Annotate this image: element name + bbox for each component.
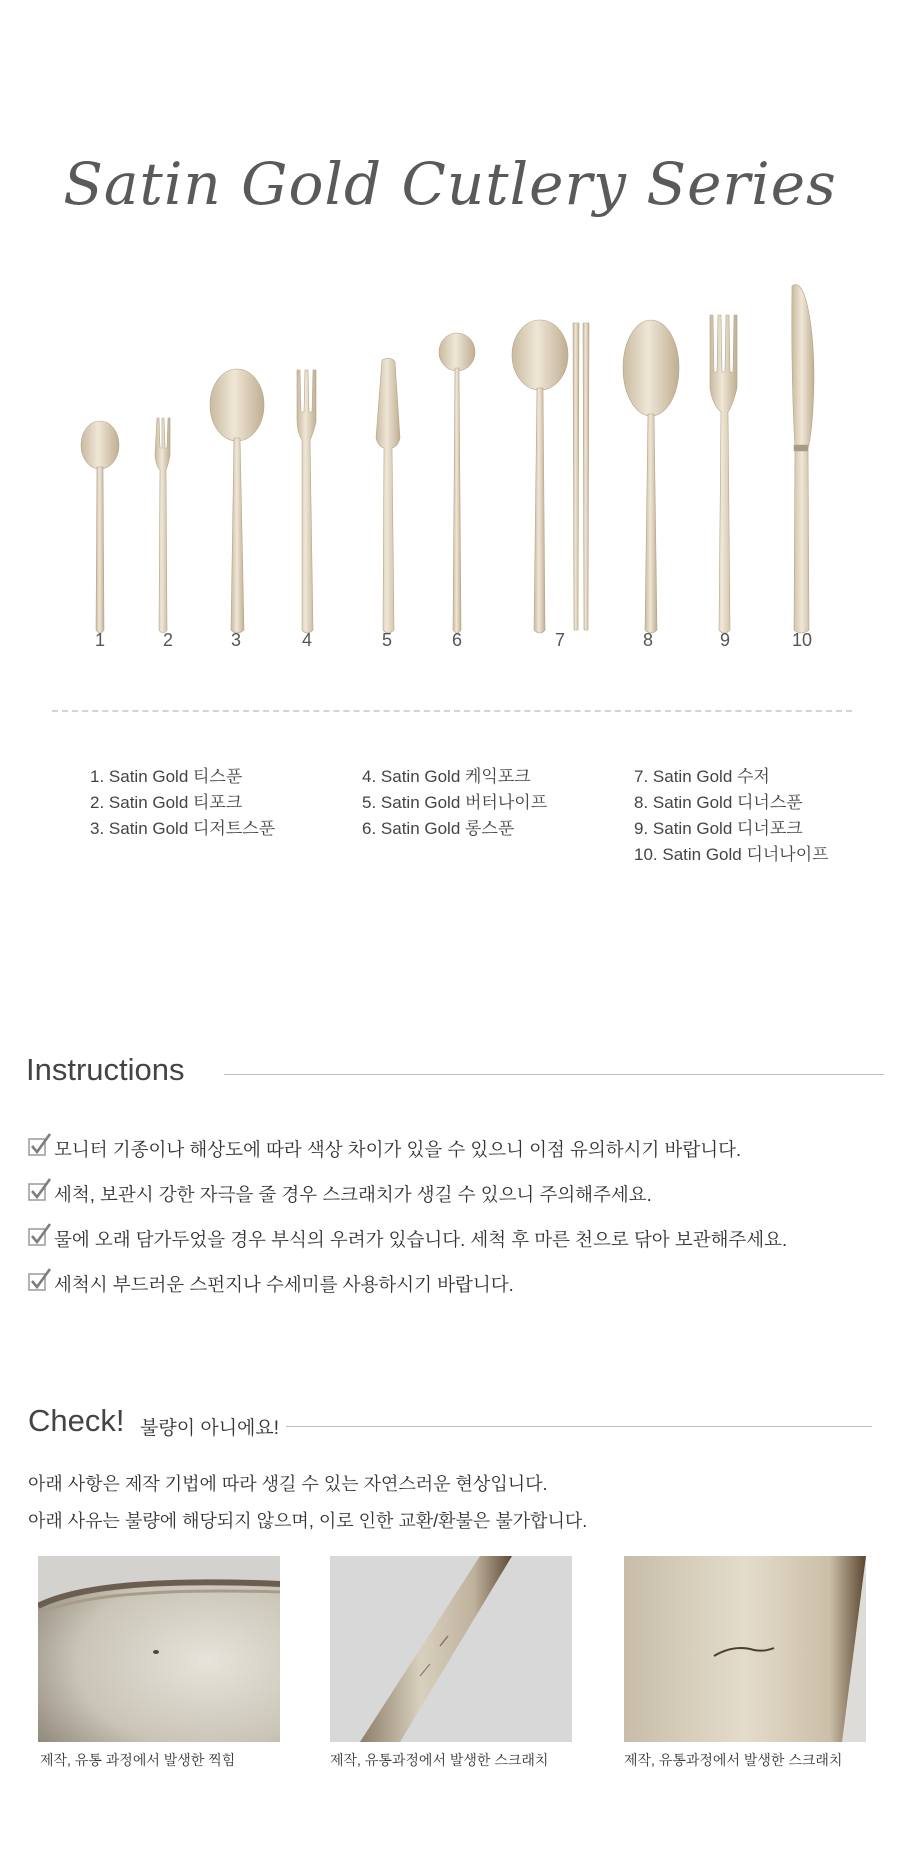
item-number: 6 <box>451 630 462 650</box>
check-divider <box>286 1426 872 1427</box>
dinner-fork-shape <box>710 315 737 633</box>
checkbox-icon <box>28 1222 52 1248</box>
check-description: 아래 사항은 제작 기법에 따라 생길 수 있는 자연스러운 현상입니다. <box>28 1474 548 1494</box>
dinner-spoon-shape <box>623 320 679 633</box>
list-item: 2. Satin Gold 티포크 <box>90 793 243 812</box>
list-item: 6. Satin Gold 롱스푼 <box>362 819 515 838</box>
photo-caption: 제작, 유통 과정에서 발생한 찍힘 <box>40 1752 236 1768</box>
item-number: 1 <box>94 630 105 650</box>
long-spoon-shape <box>439 333 475 633</box>
product-list-column-1 <box>90 764 275 842</box>
teaspoon-shape <box>81 421 119 633</box>
list-item: 9. Satin Gold 디너포크 <box>634 819 803 838</box>
product-list-column-3 <box>634 764 829 868</box>
item-number: 3 <box>230 630 241 650</box>
checkbox-icon <box>28 1267 52 1293</box>
page-title: Satin Gold Cutlery Series <box>63 150 837 218</box>
check-subtitle: 불량이 아니에요! <box>140 1418 280 1439</box>
korean-spoon-shape <box>512 320 568 633</box>
instructions-title: Instructions <box>26 1052 185 1087</box>
list-item: 5. Satin Gold 버터나이프 <box>362 793 548 812</box>
list-item: 3. Satin Gold 디저트스푼 <box>90 819 276 838</box>
item-number: 4 <box>301 630 312 650</box>
dinner-knife-shape <box>792 285 814 633</box>
photo-caption: 제작, 유통과정에서 발생한 스크래치 <box>624 1752 843 1768</box>
dessert-spoon-shape <box>210 369 264 633</box>
item-number: 7 <box>554 630 565 650</box>
cake-fork-shape <box>297 370 316 633</box>
dashed-divider <box>52 710 852 712</box>
list-item: 8. Satin Gold 디너스푼 <box>634 793 803 812</box>
list-item: 10. Satin Gold 디너나이프 <box>634 845 829 864</box>
chopsticks-shape <box>573 323 589 630</box>
list-item: 1. Satin Gold 티스푼 <box>90 767 243 786</box>
instructions-divider <box>224 1074 884 1075</box>
checkbox-icon <box>28 1132 52 1158</box>
photo-caption: 제작, 유통과정에서 발생한 스크래치 <box>330 1752 549 1768</box>
scratch-photo-2 <box>624 1556 866 1742</box>
teafork-shape <box>155 418 170 633</box>
dent-photo <box>38 1556 280 1742</box>
check-title: Check! <box>28 1403 125 1438</box>
item-number: 9 <box>719 630 730 650</box>
list-item: 7. Satin Gold 수저 <box>634 767 770 786</box>
butter-knife-shape <box>376 358 400 633</box>
product-list-column-2 <box>362 764 547 842</box>
check-description: 아래 사유는 불량에 해당되지 않으며, 이로 인한 교환/환불은 불가합니다. <box>28 1511 588 1531</box>
item-number: 10 <box>791 630 813 650</box>
scratch-photo-1 <box>330 1556 572 1742</box>
item-number: 2 <box>162 630 173 650</box>
checkbox-icon <box>28 1177 52 1203</box>
cutlery-lineup-illustration <box>0 270 900 640</box>
item-number: 8 <box>642 630 653 650</box>
item-number: 5 <box>381 630 392 650</box>
list-item: 4. Satin Gold 케익포크 <box>362 767 531 786</box>
